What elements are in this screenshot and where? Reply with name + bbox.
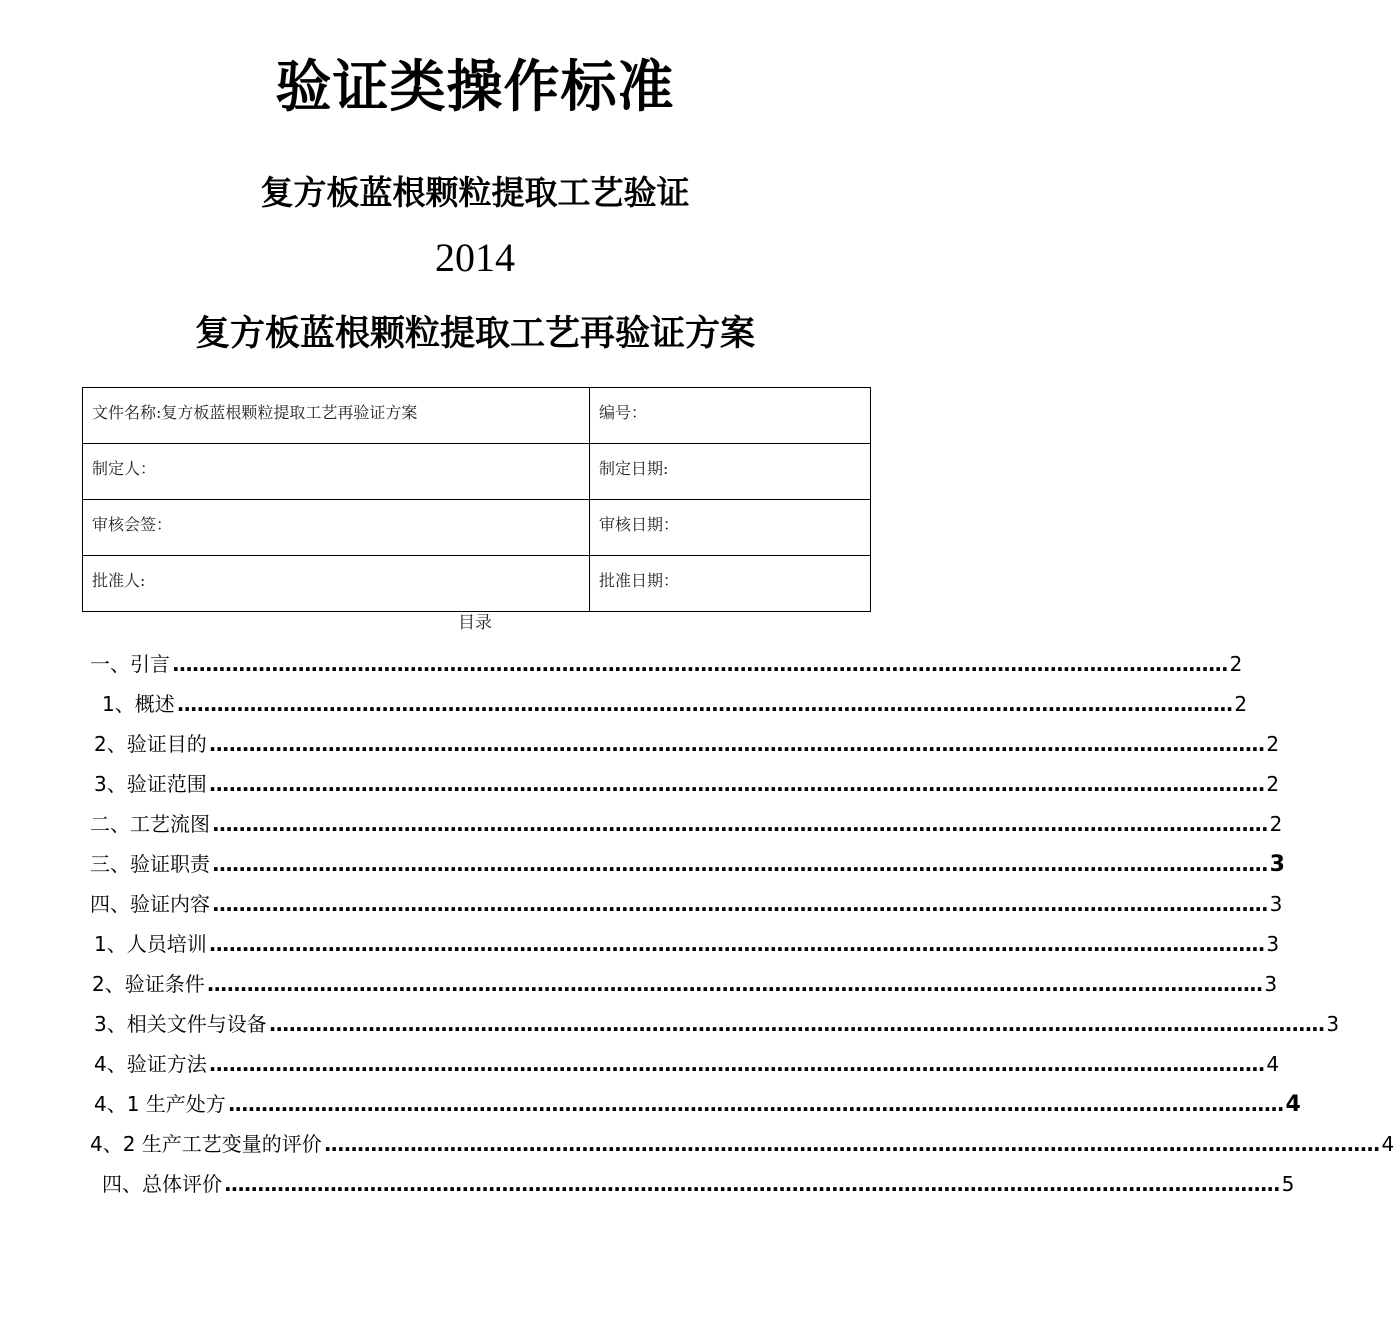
toc-entry-label: 4、1 生产处方 (94, 1092, 226, 1116)
toc-entry[interactable] (92, 966, 1278, 1002)
toc-entry-page: 2 (1229, 652, 1243, 676)
toc-leader-dots: ................................................................................................................................................................ (172, 652, 1228, 676)
toc-entry[interactable] (94, 1086, 1301, 1123)
toc-entry-page: 3 (1266, 932, 1280, 956)
author-cell: 制定人： (83, 444, 590, 500)
toc-entry[interactable] (90, 1126, 1394, 1162)
toc-entry-page: 3 (1269, 892, 1283, 916)
toc-entry-label: 1、人员培训 (94, 932, 207, 956)
info-row-approve (83, 556, 871, 612)
number-cell: 编号： (590, 388, 871, 444)
toc-entry-label: 2、验证条件 (92, 972, 205, 996)
toc-leader-dots: ................................................................................................................................................................ (212, 852, 1268, 876)
toc-entry-page: 2 (1269, 812, 1283, 836)
toc-entry-label: 二、工艺流图 (90, 812, 210, 836)
approver-cell: 批准人: (83, 556, 590, 612)
toc-entry-page: 2 (1266, 732, 1280, 756)
toc-entry[interactable] (90, 646, 1243, 682)
toc-entry-label: 三、验证职责 (90, 852, 210, 876)
year-title: 2014 (435, 235, 515, 280)
file-name-cell: 文件名称:复方板蓝根颗粒提取工艺再验证方案 (83, 388, 590, 444)
toc-entry-label: 3、验证范围 (94, 772, 207, 796)
toc-leader-dots: ................................................................................................................................................................ (268, 1012, 1325, 1036)
toc-entry-label: 3、相关文件与设备 (94, 1012, 267, 1036)
toc-leader-dots: ................................................................................................................................................................ (176, 692, 1233, 716)
toc-entry-page: 5 (1281, 1172, 1295, 1196)
toc-entry-label: 一、引言 (90, 652, 170, 676)
info-row-review (83, 500, 871, 556)
toc-entry-page: 2 (1266, 772, 1280, 796)
main-title: 验证类操作标准 (275, 55, 675, 120)
toc-entry-page: 3 (1326, 1012, 1340, 1036)
toc-entry[interactable] (94, 1046, 1280, 1082)
toc-leader-dots: ................................................................................................................................................................ (212, 812, 1268, 836)
toc-entry[interactable] (90, 886, 1283, 922)
toc-entry-label: 2、验证目的 (94, 732, 207, 756)
toc-leader-dots: ................................................................................................................................................................ (208, 772, 1265, 796)
toc-entry[interactable] (90, 846, 1285, 883)
toc-entry[interactable] (90, 806, 1283, 842)
toc-entry-page: 3 (1264, 972, 1278, 996)
toc-leader-dots: ................................................................................................................................................................ (208, 932, 1265, 956)
toc-entry-page: 3 (1269, 852, 1285, 877)
toc-entry-label: 4、2 生产工艺变量的评价 (90, 1132, 322, 1156)
toc-entry[interactable] (102, 1166, 1295, 1202)
toc-entry-page: 4 (1266, 1052, 1280, 1076)
document-info-table (82, 387, 871, 612)
info-row-file-name (83, 388, 871, 444)
toc-entry[interactable] (94, 726, 1280, 762)
toc-entry[interactable] (94, 766, 1280, 802)
toc-entry-label: 四、验证内容 (90, 892, 210, 916)
toc-heading: 目录 (458, 613, 492, 633)
toc-leader-dots: ................................................................................................................................................................ (224, 1172, 1280, 1196)
toc-leader-dots: ................................................................................................................................................................ (323, 1132, 1380, 1156)
sub-title: 复方板蓝根颗粒提取工艺验证 (260, 173, 690, 212)
toc-entry[interactable] (94, 926, 1280, 962)
toc-entry[interactable] (102, 686, 1248, 722)
review-cell: 审核会签： (83, 500, 590, 556)
toc-entry[interactable] (94, 1006, 1340, 1042)
toc-entry-page: 2 (1234, 692, 1248, 716)
toc-leader-dots: ................................................................................................................................................................ (208, 732, 1265, 756)
toc-leader-dots: ................................................................................................................................................................ (206, 972, 1263, 996)
toc-leader-dots: ................................................................................................................................................................ (208, 1052, 1265, 1076)
review-date-cell: 审核日期： (590, 500, 871, 556)
toc-entry-label: 四、总体评价 (102, 1172, 222, 1196)
toc-entry-page: 4 (1285, 1092, 1301, 1117)
author-date-cell: 制定日期: (590, 444, 871, 500)
toc-leader-dots: ................................................................................................................................................................ (212, 892, 1268, 916)
toc-leader-dots: ................................................................................................................................................................ (227, 1092, 1284, 1116)
approve-date-cell: 批准日期： (590, 556, 871, 612)
toc-entry-page: 4 (1381, 1132, 1394, 1156)
info-row-author (83, 444, 871, 500)
toc-entry-label: 1、概述 (102, 692, 175, 716)
plan-title: 复方板蓝根颗粒提取工艺再验证方案 (194, 313, 755, 354)
toc-entry-label: 4、验证方法 (94, 1052, 207, 1076)
